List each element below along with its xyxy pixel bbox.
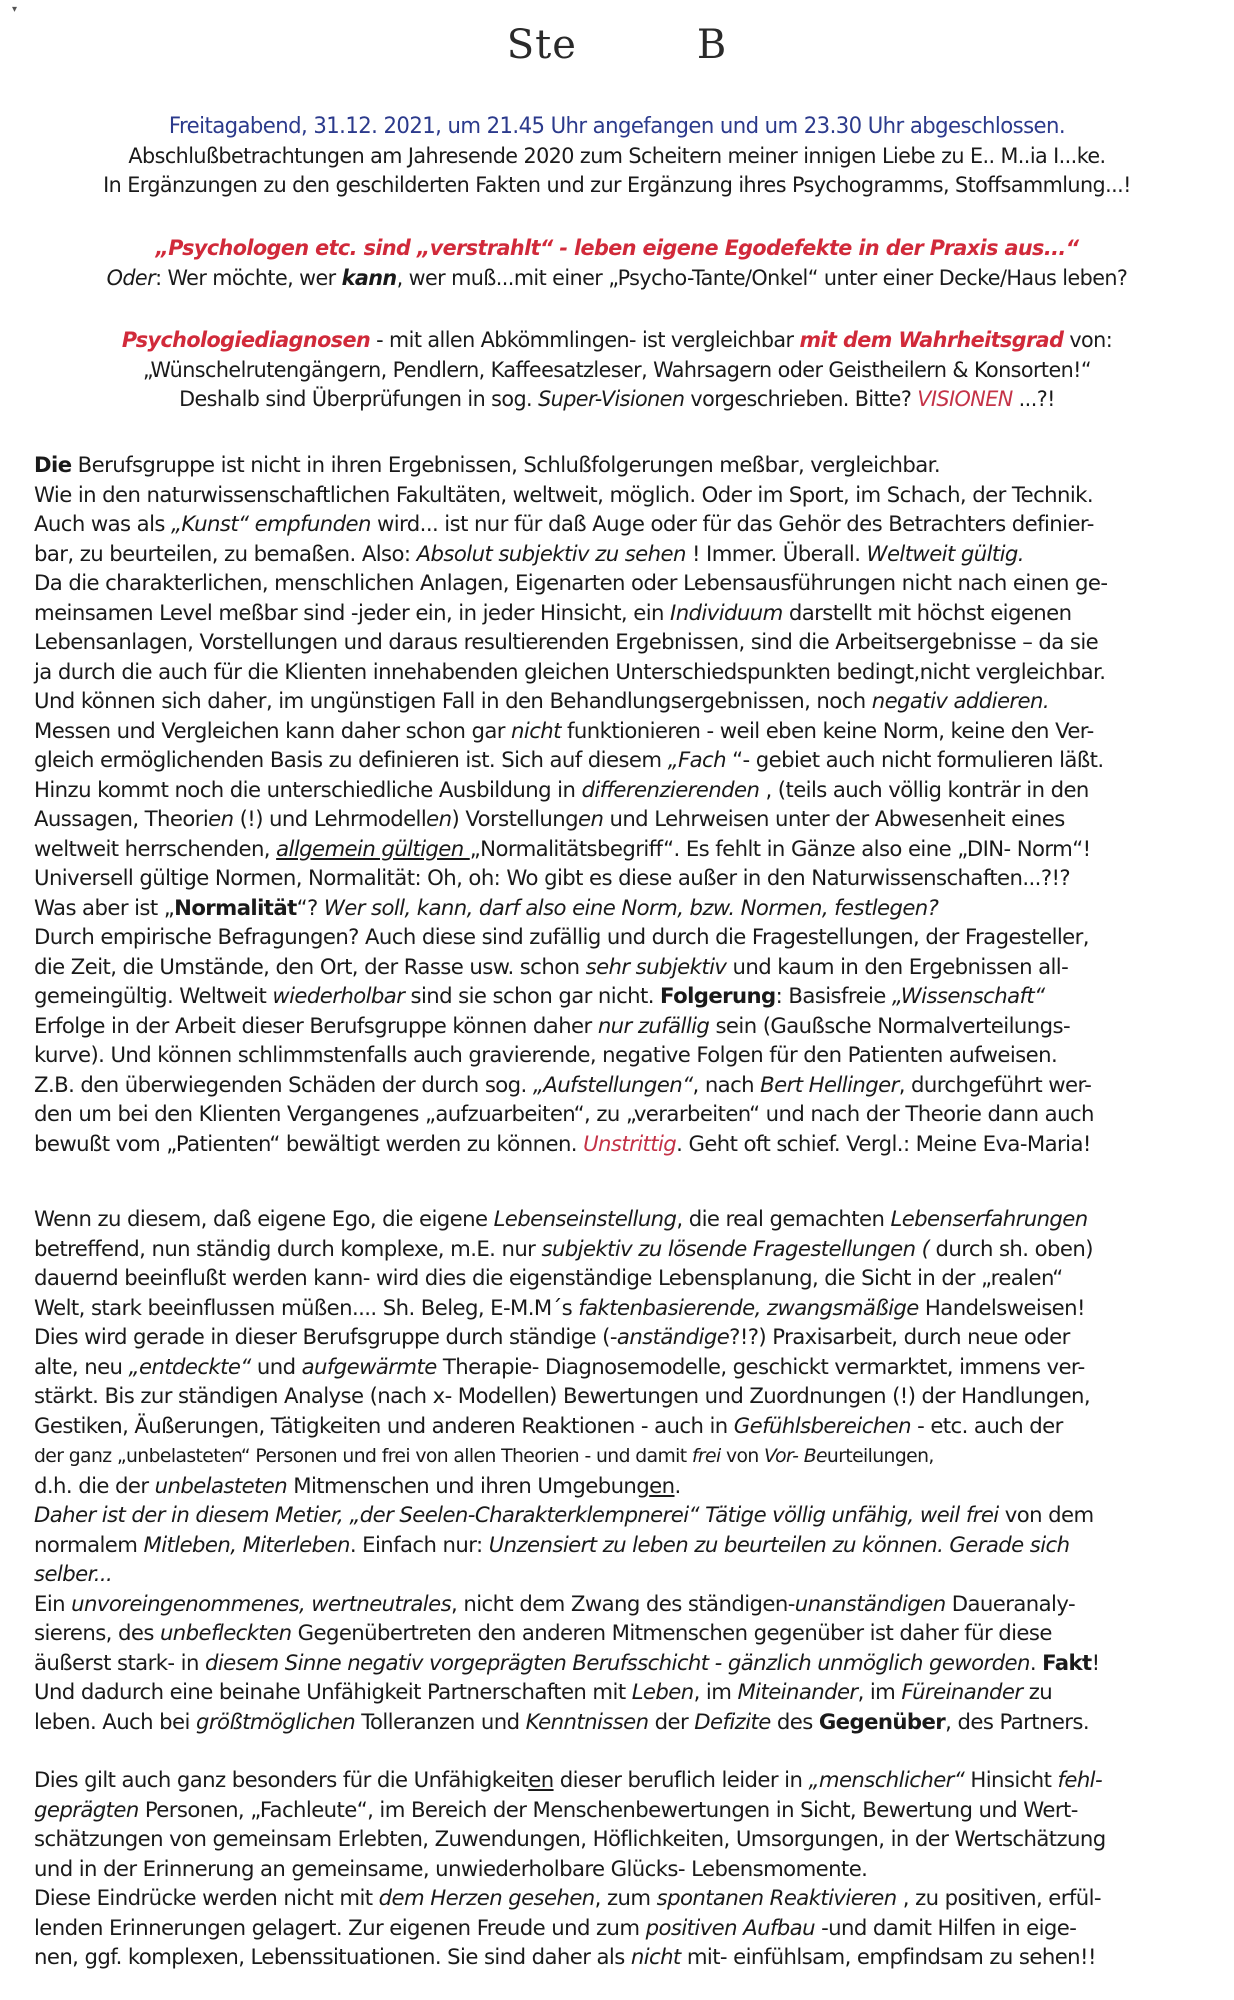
text-segment: Gefühlsbereichen [733, 1413, 911, 1439]
text-segment: Was aber ist „ [34, 895, 175, 921]
text-segment: stärkt. Bis zur ständigen Analyse (nach x- Modellen) Bewertungen und Zuordnungen (!) der Handlungen, [34, 1384, 1091, 1409]
text-segment: nicht [630, 1945, 681, 1970]
text-segment: Gegenübertreten den anderen Mitmenschen gegenüber ist daher für diese [291, 1621, 1052, 1646]
text-segment: Fakt [1042, 1650, 1092, 1676]
text-segment: Tolleranzen und [355, 1709, 526, 1735]
text-line [34, 1708, 1199, 1738]
text-line [22, 385, 1212, 415]
text-line [34, 599, 1199, 629]
text-segment: unbelasteten [154, 1473, 288, 1499]
text-segment: Hinzu kommt noch die unterschiedliche Ausbildung in [34, 777, 582, 803]
text-segment: ) Vorstellung [451, 807, 578, 832]
text-line [34, 776, 1199, 806]
text-segment: en [528, 1768, 554, 1793]
text-segment: „Aufstellungen“ [532, 1072, 693, 1098]
text-line [34, 1766, 1199, 1796]
text-segment: Psychologiediagnosen [121, 328, 371, 353]
text-segment: Auch was als [34, 512, 171, 537]
text-line [22, 112, 1212, 142]
text-segment: frei [691, 1445, 721, 1467]
text-segment: Oder [106, 265, 156, 291]
text-segment: Bert Hellinger [760, 1072, 899, 1098]
text-line [34, 953, 1199, 983]
text-segment: Da die charakterlichen, menschlichen Anlagen, Eigenarten oder Lebensausführungen nicht nach einen ge- [34, 571, 1108, 596]
text-line [34, 1796, 1199, 1826]
text-segment: Unstrittig [583, 1131, 677, 1157]
text-segment: Abschlußbetrachtungen am Jahresende 2020 zum Scheitern meiner innigen Liebe zu E.. M..ia I...ke. [128, 143, 1106, 169]
text-segment: zu [1022, 1680, 1053, 1705]
text-segment: mit- einfühlsam, empfindsam zu sehen!! [680, 1945, 1096, 1970]
text-segment: Miteinander [737, 1680, 858, 1705]
text-segment: Daher ist der in diesem Metier, „der Seelen-Charakterklempnerei“ Tätige völlig unfähig, weil frei [34, 1503, 1005, 1528]
text-segment: kann [341, 265, 397, 291]
text-segment: dieser beruflich leider in [553, 1768, 809, 1793]
text-segment: . Geht oft schief. Vergl.: Meine Eva-Maria! [676, 1131, 1091, 1157]
text-segment: Defizite [694, 1709, 771, 1735]
quote-psychologen [0, 234, 1234, 293]
text-segment: Dies wird gerade in dieser Berufsgruppe durch ständige (- [34, 1325, 617, 1350]
text-line [34, 1130, 1199, 1160]
text-segment: . [674, 1473, 681, 1499]
intro-block [0, 112, 1234, 201]
text-segment: subjektiv zu lösende Fragestellungen ( [541, 1236, 930, 1262]
text-segment: „Normalitätsbegriff“. Es fehlt in Gänze also eine „DIN- Norm“! [469, 836, 1091, 862]
text-segment: normalem [34, 1532, 144, 1558]
text-segment: anständige [616, 1325, 730, 1350]
header-name-part2: B [696, 22, 728, 68]
text-segment: Handelsweisen! [918, 1295, 1085, 1321]
text-segment: meinsamen Level meßbar sind -jeder ein, in jeder Hinsicht, ein [34, 600, 671, 626]
text-segment: : Basisfreie [775, 984, 892, 1009]
text-segment: wiederholbar [272, 984, 405, 1009]
text-segment: des [770, 1709, 819, 1735]
text-segment: urteilungen, [826, 1445, 934, 1467]
text-segment: dauernd beeinflußt werden kann- wird dies die eigenständige Lebensplanung, die Sicht in der „realen“ [34, 1266, 1063, 1291]
text-segment: en [577, 807, 604, 832]
text-segment: , im [693, 1680, 738, 1705]
text-segment: „entdeckte“ [128, 1354, 251, 1380]
text-segment: VISIONEN [917, 387, 1013, 412]
text-line [34, 1294, 1199, 1324]
text-line [34, 540, 1199, 570]
text-segment: durch sh. oben) [929, 1236, 1093, 1262]
text-segment: Therapie- Diagnosemodelle, geschickt vermarktet, immens ver- [436, 1354, 1085, 1380]
text-segment: Hinsicht [964, 1768, 1058, 1793]
text-line [34, 1235, 1199, 1265]
text-segment: , nach [692, 1072, 761, 1098]
text-segment: die Zeit, die Umstände, den Ort, der Rasse usw. schon [34, 954, 586, 980]
document-header [0, 22, 1234, 68]
text-segment: Füreinander [901, 1680, 1023, 1705]
text-line [34, 1071, 1199, 1101]
text-line [34, 1412, 1199, 1442]
text-segment: Berufsgruppe ist nicht in ihren Ergebnissen, Schlußfolgerungen meßbar, vergleichbar. [71, 453, 941, 478]
text-segment: Absolut subjektiv zu sehen [416, 541, 686, 567]
text-segment: , nicht dem Zwang des ständigen- [451, 1591, 795, 1617]
text-segment: sierens, des [34, 1621, 160, 1646]
text-segment: Gestiken, Äußerungen, Tätigkeiten und anderen Reaktionen - auch in [34, 1413, 734, 1439]
text-segment: geprägten [34, 1797, 139, 1823]
text-line [34, 1855, 1199, 1885]
text-segment: ?!?) Praxisarbeit, durch neue oder [729, 1325, 1070, 1350]
text-line [34, 835, 1199, 865]
text-segment: Vor- Be [764, 1445, 827, 1467]
text-segment: „menschlicher“ [808, 1768, 965, 1793]
text-segment: aufgewärmte [301, 1354, 437, 1380]
text-line [22, 264, 1212, 294]
text-segment: differenzierenden [581, 777, 760, 803]
text-segment: nicht [511, 718, 561, 744]
text-segment: positiven Aufbau [645, 1915, 815, 1941]
text-segment: Aussagen, Theori [34, 807, 209, 832]
text-segment: nur zufällig [597, 1013, 710, 1039]
text-segment: Und können sich daher, im ungünstigen Fall in den Behandlungsergebnissen, noch [34, 689, 872, 714]
text-line [34, 1472, 1199, 1502]
text-line [34, 628, 1199, 658]
text-segment: Lebenseinstellung [493, 1207, 677, 1232]
text-segment: „Wissenschaft“ [891, 984, 1045, 1009]
text-line [34, 1353, 1199, 1383]
text-segment: funktionieren - weil eben keine Norm, keine den Ver- [560, 718, 1094, 744]
text-segment: kurve). Und können schlimmstenfalls auch gravierende, negative Folgen für den Patienten aufweisen. [34, 1043, 1058, 1068]
text-segment: dem Herzen gesehen [378, 1886, 595, 1911]
text-segment: Leben [631, 1680, 694, 1705]
text-segment: unvoreingenommenes, wertneutrales [71, 1591, 452, 1617]
text-segment: Folgerung [660, 984, 776, 1009]
text-segment: vorgeschrieben. Bitte? [684, 387, 918, 412]
text-segment: diesem Sinne negativ vorgeprägten Berufsschicht - gänzlich unmöglich geworden [204, 1650, 1030, 1676]
text-segment: von: [1063, 328, 1113, 353]
text-segment: fehl- [1057, 1768, 1103, 1793]
text-segment: Individuum [670, 600, 783, 626]
text-segment: In Ergänzungen zu den geschilderten Fakten und zur Ergänzung ihres Psychogramms, Stoffsammlung...! [103, 173, 1131, 198]
text-segment: -und damit Hilfen in eige- [814, 1915, 1077, 1941]
text-line [34, 1041, 1199, 1071]
text-line [34, 1323, 1199, 1353]
text-segment: von dem [1004, 1503, 1094, 1528]
text-segment: betreffend, nun ständig durch komplexe, m.E. nur [34, 1236, 542, 1262]
text-segment: . [1029, 1650, 1043, 1676]
text-segment: faktenbasierende, zwangsmäßige [578, 1295, 919, 1321]
text-segment: bewußt vom „Patienten“ bewältigt werden zu können. [34, 1131, 584, 1157]
text-segment: - mit allen Abkömmlingen- ist vergleichbar [370, 328, 800, 353]
text-line [34, 1382, 1199, 1412]
text-segment: nen, ggf. komplexen, Lebenssituationen. Sie sind daher als [34, 1945, 631, 1970]
text-line [34, 687, 1199, 717]
text-segment: , im [857, 1680, 902, 1705]
text-segment: Normalität [174, 895, 297, 921]
text-segment: lenden Erinnerungen gelagert. Zur eigenen Freude und zum [34, 1915, 646, 1941]
text-segment: sehr subjektiv [585, 954, 727, 980]
text-segment: Dies gilt auch ganz besonders für die Unfähigkeit [34, 1768, 529, 1793]
text-segment: , (teils auch völlig konträr in den [759, 777, 1089, 803]
text-segment: mit dem Wahrheitsgrad [799, 328, 1064, 353]
text-segment: Deshalb sind Überprüfungen in sog. [179, 387, 539, 412]
text-line [34, 1100, 1199, 1130]
text-segment: Ein [34, 1591, 72, 1617]
text-segment: Kenntnissen [525, 1709, 649, 1735]
text-segment: - etc. auch der [910, 1413, 1063, 1439]
text-segment: schätzungen von gemeinsam Erlebten, Zuwendungen, Höflichkeiten, Umsorgungen, in der Wertschätzung [34, 1827, 1106, 1852]
paragraph-unfaehigkeiten [34, 1766, 1214, 1973]
text-segment: Mitmenschen und ihren Umgebung [287, 1473, 650, 1499]
text-segment: Mitleben, Miterleben [143, 1532, 350, 1558]
text-segment: Wenn zu diesem, daß eigene Ego, die eigene [34, 1207, 494, 1232]
text-segment: Wer soll, kann, darf also eine Norm, bzw. Normen, festlegen? [323, 895, 939, 921]
text-line [34, 1943, 1199, 1973]
text-segment: spontanen Reaktivieren [656, 1886, 897, 1911]
text-segment: unanständigen [794, 1591, 946, 1617]
text-segment: „Kunst“ empfunden [170, 512, 371, 537]
text-segment: Durch empirische Befragungen? Auch diese sind zufällig und durch die Fragestellungen, der Fragesteller, [34, 925, 1089, 950]
text-segment: und [250, 1354, 302, 1380]
text-segment: „Wünschelrutengängern, Pendlern, Kaffeesatzleser, Wahrsagern oder Geistheilern & Konsorten!“ [142, 357, 1092, 383]
text-segment: „Fach [667, 748, 726, 773]
text-line [34, 717, 1199, 747]
text-segment: Super-Visionen [538, 387, 685, 412]
text-segment: Z.B. den überwiegenden Schäden der durch sog. [34, 1072, 533, 1098]
text-segment: äußerst stark- in [34, 1650, 205, 1676]
text-segment: , wer muß...mit einer „Psycho-Tante/Onkel“ unter einer Decke/Haus leben? [396, 265, 1128, 291]
text-segment: Die [34, 453, 72, 478]
text-segment: . Einfach nur: [349, 1532, 489, 1558]
text-segment: Lebenserfahrungen [890, 1207, 1088, 1232]
text-line [34, 746, 1199, 776]
text-line [34, 569, 1199, 599]
scan-mark-icon: ▾ [12, 4, 18, 15]
text-segment: Weltweit gültig. [866, 541, 1024, 567]
paragraph-berufsgruppe [34, 451, 1214, 1159]
text-line [34, 1264, 1199, 1294]
text-line [22, 171, 1212, 201]
text-segment: und kaum in den Ergebnissen all- [726, 954, 1069, 980]
text-segment: “- gebiet auch nicht formulieren läßt. [725, 748, 1104, 773]
text-line [34, 1914, 1199, 1944]
text-line [22, 234, 1212, 264]
text-segment: en [208, 807, 234, 832]
text-line [34, 864, 1199, 894]
text-segment: , durchgeführt wer- [898, 1072, 1092, 1098]
text-segment: Unzensiert zu leben zu beurteilen zu können. Gerade sich [488, 1532, 1070, 1558]
text-segment: der [648, 1709, 695, 1735]
text-segment: : Wer möchte, wer [155, 265, 342, 291]
text-segment: en [649, 1473, 675, 1499]
text-line [34, 894, 1199, 924]
text-segment: , zum [594, 1886, 657, 1911]
text-segment: größtmöglichen [195, 1709, 356, 1735]
text-segment: gleich ermöglichenden Basis zu definieren ist. Sich auf diesem [34, 748, 668, 773]
text-segment: “? [296, 895, 324, 921]
text-line [34, 982, 1199, 1012]
text-line [34, 1531, 1199, 1561]
text-line [34, 1012, 1199, 1042]
text-line [34, 510, 1199, 540]
text-segment: selber... [34, 1562, 113, 1587]
text-segment: Personen, „Fachleute“, im Bereich der Menschenbewertungen in Sicht, Bewertung und Wert- [138, 1797, 1078, 1823]
text-line [34, 805, 1199, 835]
text-segment: von [720, 1445, 765, 1467]
text-segment: Universell gültige Normen, Normalität: Oh, oh: Wo gibt es diese außer in den Naturwissenschaften...?!? [34, 866, 1071, 891]
text-segment: wird... ist nur für daß Auge oder für das Gehör des Betrachters definier- [370, 512, 1094, 537]
text-segment: Und dadurch eine beinahe Unfähigkeit Partnerschaften mit [34, 1680, 632, 1705]
text-line [34, 923, 1199, 953]
text-line [34, 658, 1199, 688]
text-line [34, 1441, 1199, 1472]
text-segment: , zu positiven, erfül- [896, 1886, 1102, 1911]
text-line [34, 1501, 1199, 1531]
text-segment: der ganz „unbelasteten“ Personen und frei von allen Theorien - und damit [34, 1445, 692, 1467]
text-line [34, 481, 1199, 511]
text-segment: und Lehrweisen unter der Abwesenheit eines [603, 807, 1065, 832]
text-line [34, 451, 1199, 481]
text-segment: Lebensanlagen, Vorstellungen und daraus resultierenden Ergebnissen, sind die Arbeitsergebnisse – da sie [34, 630, 1099, 655]
text-line [22, 356, 1212, 386]
text-segment: bar, zu beurteilen, zu bemaßen. Also: [34, 541, 417, 567]
text-segment: d.h. die der [34, 1473, 155, 1499]
text-segment: ! [1091, 1650, 1100, 1676]
text-segment: alte, neu [34, 1354, 129, 1380]
text-segment: den um bei den Klienten Vergangenes „aufzuarbeiten“, zu „verarbeiten“ und nach der Theorie dann auch [34, 1102, 1094, 1127]
text-segment: Messen und Vergleichen kann daher schon gar [34, 718, 512, 744]
text-line [34, 1884, 1199, 1914]
text-segment: Welt, stark beeinflussen müßen.... Sh. Beleg, E-M.M´s [34, 1295, 579, 1321]
text-segment: ja durch die auch für die Klienten innehabenden gleichen Unterschiedspunkten bedingt,nicht vergleichbar. [34, 659, 1106, 685]
text-segment: darstellt mit höchst eigenen [782, 600, 1072, 626]
text-segment: (!) und Lehrmodell [233, 807, 427, 832]
text-line [22, 142, 1212, 172]
paragraph-ego [34, 1205, 1214, 1737]
text-segment: leben. Auch bei [34, 1709, 196, 1735]
text-segment: „Psychologen etc. sind „verstrahlt“ - leben eigene Egodefekte in der Praxis aus...“ [155, 236, 1079, 261]
text-segment: weltweit herrschenden, [34, 836, 277, 862]
text-segment: Wie in den naturwissenschaftlichen Fakultäten, weltweit, möglich. Oder im Sport, im Schach, der Technik. [34, 482, 1094, 508]
header-name-part1: Ste [506, 22, 577, 68]
text-segment: Daueranaly- [945, 1591, 1076, 1617]
text-line [34, 1649, 1199, 1679]
text-line [34, 1825, 1199, 1855]
text-segment: , die real gemachten [676, 1207, 891, 1232]
text-line [34, 1590, 1199, 1620]
text-segment: sind sie schon gar nicht. [404, 984, 661, 1009]
text-segment: allgemein gültigen [276, 836, 470, 862]
text-segment: sein (Gaußsche Normalverteilungs- [709, 1013, 1071, 1039]
text-segment: en [426, 807, 452, 832]
text-segment: und in der Erinnerung an gemeinsame, unwiederholbare Glücks- Lebensmomente. [34, 1856, 868, 1882]
text-segment: , des Partners. [945, 1709, 1090, 1735]
text-segment: ! Immer. Überall. [685, 541, 867, 567]
text-segment: negativ addieren. [871, 689, 1050, 714]
quote-diagnosen [0, 326, 1234, 415]
text-segment: Erfolge in der Arbeit dieser Berufsgruppe können daher [34, 1013, 598, 1039]
text-segment: ...?! [1012, 387, 1055, 412]
text-line [34, 1678, 1199, 1708]
text-line [22, 326, 1212, 356]
text-segment: Gegenüber [818, 1709, 946, 1735]
text-segment: gemeingültig. Weltweit [34, 984, 273, 1009]
text-line [34, 1205, 1199, 1235]
text-line [34, 1560, 1199, 1590]
text-segment: unbefleckten [159, 1621, 292, 1646]
text-segment: Diese Eindrücke werden nicht mit [34, 1886, 379, 1911]
text-line [34, 1619, 1199, 1649]
text-segment: Freitagabend, 31.12. 2021, um 21.45 Uhr angefangen und um 23.30 Uhr abgeschlossen. [168, 114, 1066, 139]
